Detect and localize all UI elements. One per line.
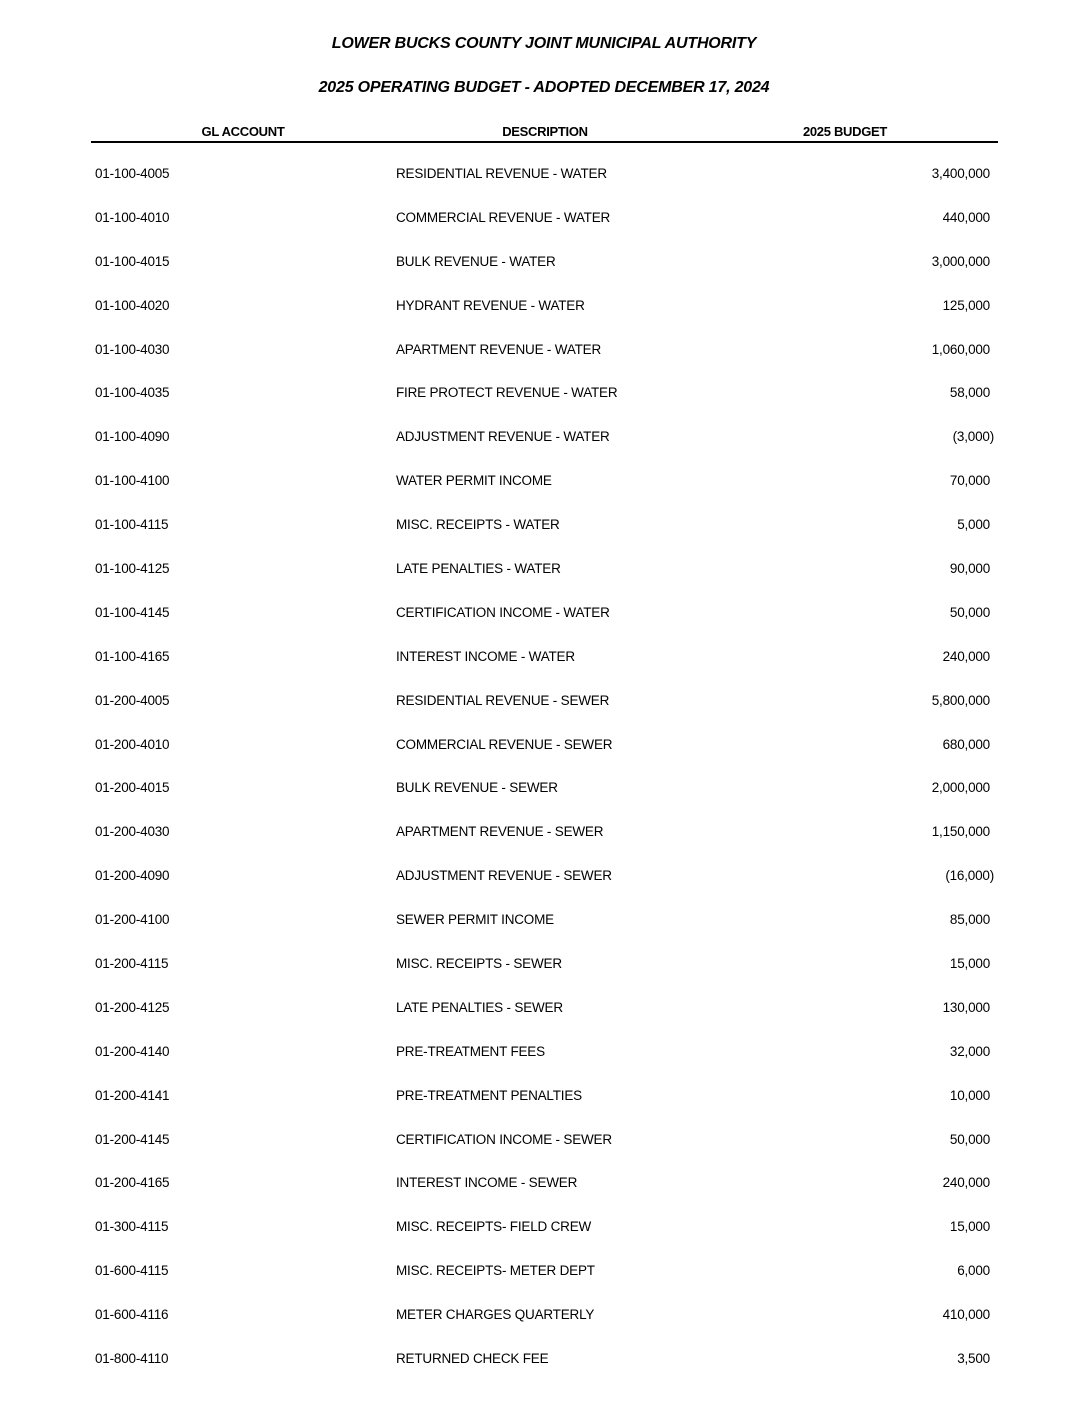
description-cell: BULK REVENUE - WATER (396, 253, 556, 269)
document-title: LOWER BUCKS COUNTY JOINT MUNICIPAL AUTHORITY (331, 35, 757, 52)
description-cell: COMMERCIAL REVENUE - SEWER (396, 736, 613, 752)
gl-account-cell: 01-600-4116 (95, 1307, 169, 1323)
description-cell: COMMERCIAL REVENUE - WATER (396, 209, 611, 225)
description-cell: METER CHARGES QUARTERLY (396, 1307, 595, 1323)
gl-account-cell: 01-100-4020 (95, 297, 170, 313)
budget-cell: 5,800,000 (931, 692, 990, 708)
table-row (0, 1044, 1088, 1088)
description-cell: LATE PENALTIES - WATER (396, 561, 561, 577)
budget-cell: 58,000 (949, 385, 990, 401)
table-row (0, 1088, 1088, 1132)
gl-account-cell: 01-200-4005 (95, 692, 170, 708)
description-cell: MISC. RECEIPTS- METER DEPT (396, 1263, 595, 1279)
gl-account-cell: 01-100-4030 (95, 341, 170, 357)
budget-cell: 3,400,000 (931, 166, 990, 181)
column-header-gl-account: GL ACCOUNT (201, 124, 285, 139)
table-row (0, 517, 1088, 561)
gl-account-cell: 01-800-4110 (95, 1351, 169, 1367)
description-cell: WATER PERMIT INCOME (396, 473, 552, 489)
budget-cell: (16,000) (945, 868, 994, 884)
table-row (0, 254, 1088, 298)
description-cell: APARTMENT REVENUE - SEWER (396, 824, 604, 840)
budget-cell: 6,000 (957, 1263, 990, 1279)
description-cell: INTEREST INCOME - SEWER (396, 1175, 578, 1191)
gl-account-cell: 01-200-4090 (95, 868, 170, 884)
gl-account-cell: 01-100-4115 (95, 517, 169, 533)
header-divider (91, 141, 998, 143)
budget-cell: 90,000 (949, 561, 990, 577)
budget-cell: 125,000 (942, 297, 990, 313)
description-cell: MISC. RECEIPTS - SEWER (396, 956, 562, 972)
document-subtitle: 2025 OPERATING BUDGET - ADOPTED DECEMBER 17, 2024 (318, 79, 770, 96)
description-cell: FIRE PROTECT REVENUE - WATER (396, 385, 618, 401)
budget-cell: 410,000 (942, 1307, 990, 1323)
gl-account-cell: 01-100-4100 (95, 473, 170, 489)
gl-account-cell: 01-300-4115 (95, 1219, 169, 1235)
description-cell: MISC. RECEIPTS- FIELD CREW (396, 1219, 592, 1235)
budget-cell: 70,000 (949, 473, 990, 489)
budget-cell: 130,000 (942, 999, 990, 1015)
table-row (0, 1132, 1088, 1176)
gl-account-cell: 01-200-4140 (95, 1043, 170, 1059)
budget-cell: 15,000 (949, 1219, 990, 1235)
gl-account-cell: 01-200-4165 (95, 1175, 170, 1191)
description-cell: ADJUSTMENT REVENUE - SEWER (396, 868, 612, 884)
description-cell: RESIDENTIAL REVENUE - WATER (396, 166, 607, 181)
budget-cell: 680,000 (942, 736, 990, 752)
description-cell: RETURNED CHECK FEE (396, 1351, 549, 1367)
table-row (0, 561, 1088, 605)
gl-account-cell: 01-200-4125 (95, 999, 170, 1015)
description-cell: HYDRANT REVENUE - WATER (396, 297, 585, 313)
description-cell: MISC. RECEIPTS - WATER (396, 517, 560, 533)
gl-account-cell: 01-200-4141 (95, 1087, 170, 1103)
gl-account-cell: 01-100-4015 (95, 253, 170, 269)
table-row (0, 1307, 1088, 1351)
budget-cell: 3,500 (957, 1351, 990, 1367)
gl-account-cell: 01-600-4115 (95, 1263, 169, 1279)
table-row (0, 780, 1088, 824)
table-row (0, 956, 1088, 1000)
table-row (0, 166, 1088, 210)
table-row (0, 298, 1088, 342)
table-row (0, 1175, 1088, 1219)
gl-account-cell: 01-200-4145 (95, 1131, 170, 1147)
column-header-2025-budget: 2025 BUDGET (802, 124, 888, 139)
description-cell: SEWER PERMIT INCOME (396, 912, 554, 928)
description-cell: ADJUSTMENT REVENUE - WATER (396, 429, 610, 445)
budget-cell: 2,000,000 (931, 780, 990, 796)
budget-cell: 1,060,000 (931, 341, 990, 357)
gl-account-cell: 01-100-4010 (95, 209, 170, 225)
table-row (0, 605, 1088, 649)
gl-account-cell: 01-200-4010 (95, 736, 170, 752)
description-cell: APARTMENT REVENUE - WATER (396, 341, 602, 357)
gl-account-cell: 01-100-4005 (95, 166, 170, 181)
table-row (0, 868, 1088, 912)
budget-cell: 10,000 (949, 1087, 990, 1103)
gl-account-cell: 01-100-4125 (95, 561, 170, 577)
description-cell: CERTIFICATION INCOME - SEWER (396, 1131, 612, 1147)
table-row (0, 1263, 1088, 1307)
gl-account-cell: 01-200-4015 (95, 780, 170, 796)
gl-account-cell: 01-100-4165 (95, 648, 170, 664)
budget-cell: 240,000 (942, 648, 990, 664)
budget-cell: (3,000) (952, 429, 994, 445)
description-cell: INTEREST INCOME - WATER (396, 648, 575, 664)
table-row (0, 912, 1088, 956)
description-cell: LATE PENALTIES - SEWER (396, 999, 563, 1015)
budget-cell: 1,150,000 (931, 824, 990, 840)
table-row (0, 385, 1088, 429)
description-cell: PRE-TREATMENT FEES (396, 1043, 545, 1059)
table-row (0, 693, 1088, 737)
budget-cell: 85,000 (949, 912, 990, 928)
column-header-description: DESCRIPTION (502, 124, 588, 139)
table-row (0, 824, 1088, 868)
gl-account-cell: 01-100-4035 (95, 385, 170, 401)
description-cell: CERTIFICATION INCOME - WATER (396, 604, 610, 620)
description-cell: PRE-TREATMENT PENALTIES (396, 1087, 582, 1103)
gl-account-cell: 01-100-4090 (95, 429, 170, 445)
budget-cell: 15,000 (949, 956, 990, 972)
budget-cell: 440,000 (942, 209, 990, 225)
table-row (0, 429, 1088, 473)
table-row (0, 1000, 1088, 1044)
table-row (0, 737, 1088, 781)
description-cell: RESIDENTIAL REVENUE - SEWER (396, 692, 610, 708)
gl-account-cell: 01-200-4100 (95, 912, 170, 928)
budget-cell: 240,000 (942, 1175, 990, 1191)
table-row (0, 210, 1088, 254)
table-row (0, 473, 1088, 517)
table-row (0, 649, 1088, 693)
budget-cell: 5,000 (957, 517, 990, 533)
table-row (0, 1351, 1088, 1395)
budget-table-body (0, 166, 1088, 1395)
budget-cell: 50,000 (949, 604, 990, 620)
budget-cell: 50,000 (949, 1131, 990, 1147)
gl-account-cell: 01-200-4115 (95, 956, 169, 972)
budget-cell: 3,000,000 (931, 253, 990, 269)
gl-account-cell: 01-200-4030 (95, 824, 170, 840)
description-cell: BULK REVENUE - SEWER (396, 780, 558, 796)
table-row (0, 342, 1088, 386)
table-row (0, 1219, 1088, 1263)
gl-account-cell: 01-100-4145 (95, 604, 170, 620)
budget-cell: 32,000 (949, 1043, 990, 1059)
